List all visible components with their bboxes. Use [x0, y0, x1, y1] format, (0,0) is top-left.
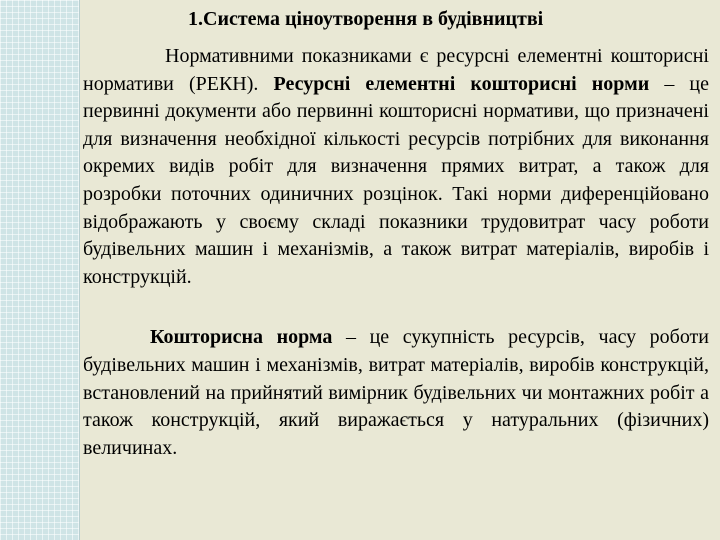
paragraph-estimate-norm-text: – це сукупність ресурсів, часу роботи будівельних машин і механізмів, витрат матеріалів, виробів конструкцій, встановлений на прийнятий вимірник будівельних чи монтажних робіт а також конструкцій, який виражається у натуральних (фізичних) величинах.	[83, 326, 710, 459]
paragraph-rekn-text-1: Нормативними показниками є ресурсні елементні кошторисні нормативи (РЕКН).	[83, 45, 709, 95]
term-estimate-norm: Кошторисна норма	[150, 326, 333, 349]
decorative-side-band	[0, 0, 80, 540]
paragraph-rekn	[83, 43, 709, 291]
term-resource-norms: Ресурсні елементні кошторисні норми	[273, 72, 650, 95]
slide-title: 1.Система ціноутворення в будівництві	[188, 8, 544, 30]
paragraph-rekn-text-2: – це первинні документи або первинні кошторисні нормативи, що призначені для визначення необхідної кількості ресурсів потрібних для виконання окремих видів робіт для визначення прямих витрат, а також для розробки поточних одиничних розцінок. Такі норми диференційовано відображають у своєму складі показники трудовитрат часу роботи будівельних машин і механізмів, а також витрат матеріалів, виробів і конструкцій.	[83, 72, 710, 288]
paragraph-estimate-norm	[83, 324, 709, 462]
slide-content	[83, 4, 709, 462]
